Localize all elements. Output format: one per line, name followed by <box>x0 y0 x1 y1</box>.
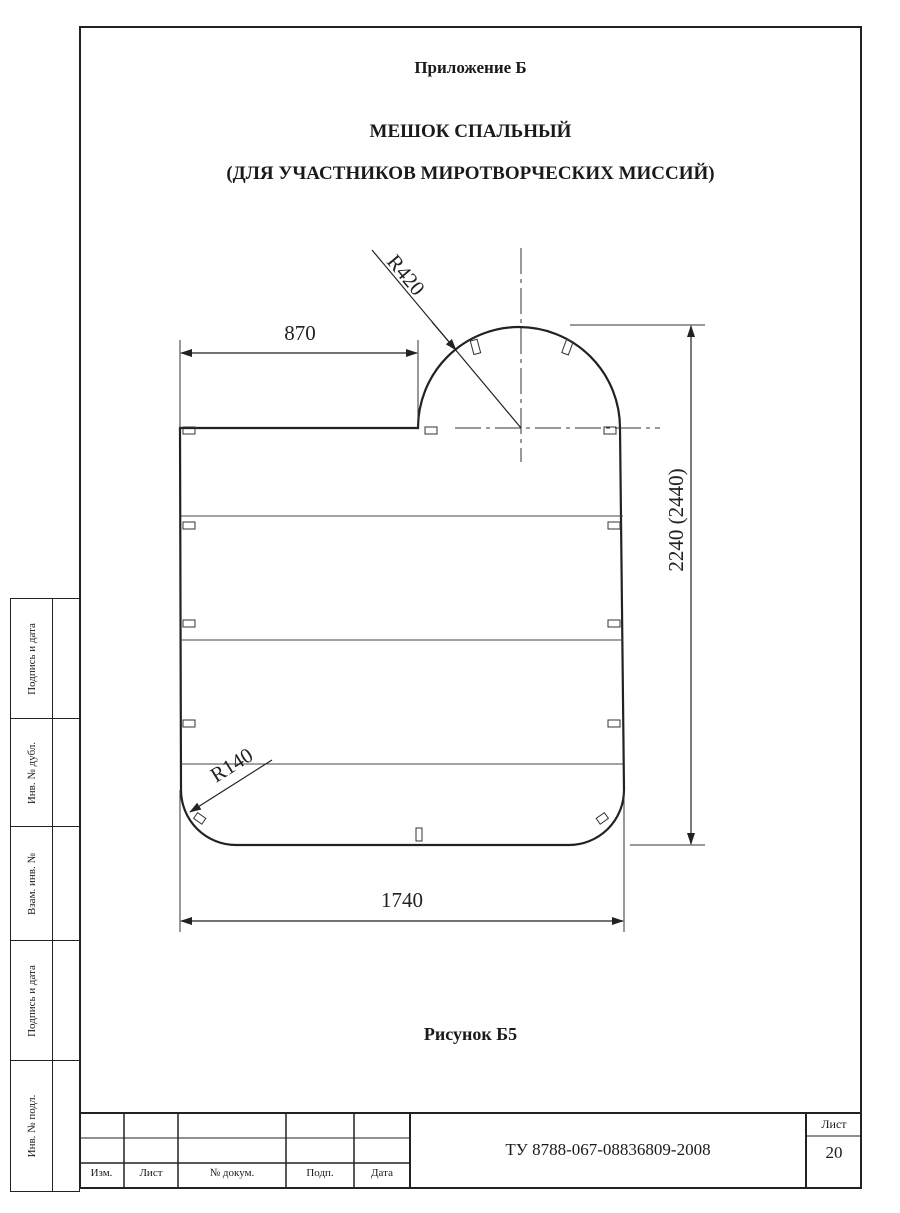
stamp-col-sheet: Лист <box>139 1167 163 1179</box>
stamp-col-doc: № докум. <box>209 1167 255 1179</box>
figure-caption: Рисунок Б5 <box>423 1024 518 1044</box>
dim-r420-label: R420 <box>382 249 430 301</box>
dim-1740-label: 1740 <box>381 888 423 912</box>
sheet-label: Лист <box>821 1117 847 1131</box>
dim-870-label: 870 <box>284 321 316 345</box>
side-label-dup-inv: Инв. № дубл. <box>25 741 38 804</box>
sheet-number: 20 <box>825 1143 843 1162</box>
side-label-sign-date-2: Подпись и дата <box>25 964 38 1037</box>
dim-2240-label: 2240 (2440) <box>664 468 688 572</box>
document-title: МЕШОК СПАЛЬНЫЙ <box>369 121 572 142</box>
stamp-col-change: Изм. <box>90 1167 113 1179</box>
appendix-heading: Приложение Б <box>414 58 527 77</box>
document-subtitle: (ДЛЯ УЧАСТНИКОВ МИРОТВОРЧЕСКИХ МИССИЙ) <box>226 163 715 184</box>
dim-r140-label: R140 <box>205 742 258 788</box>
side-label-sign-date-1: Подпись и дата <box>25 622 38 695</box>
document-code: ТУ 8788-067-08836809-2008 <box>505 1140 711 1159</box>
stamp-col-date: Дата <box>371 1167 393 1179</box>
stamp-col-sign: Подп. <box>306 1167 334 1179</box>
side-label-orig-inv: Инв. № подл. <box>25 1094 38 1158</box>
side-label-repl-inv: Взам. инв. № <box>25 852 38 915</box>
